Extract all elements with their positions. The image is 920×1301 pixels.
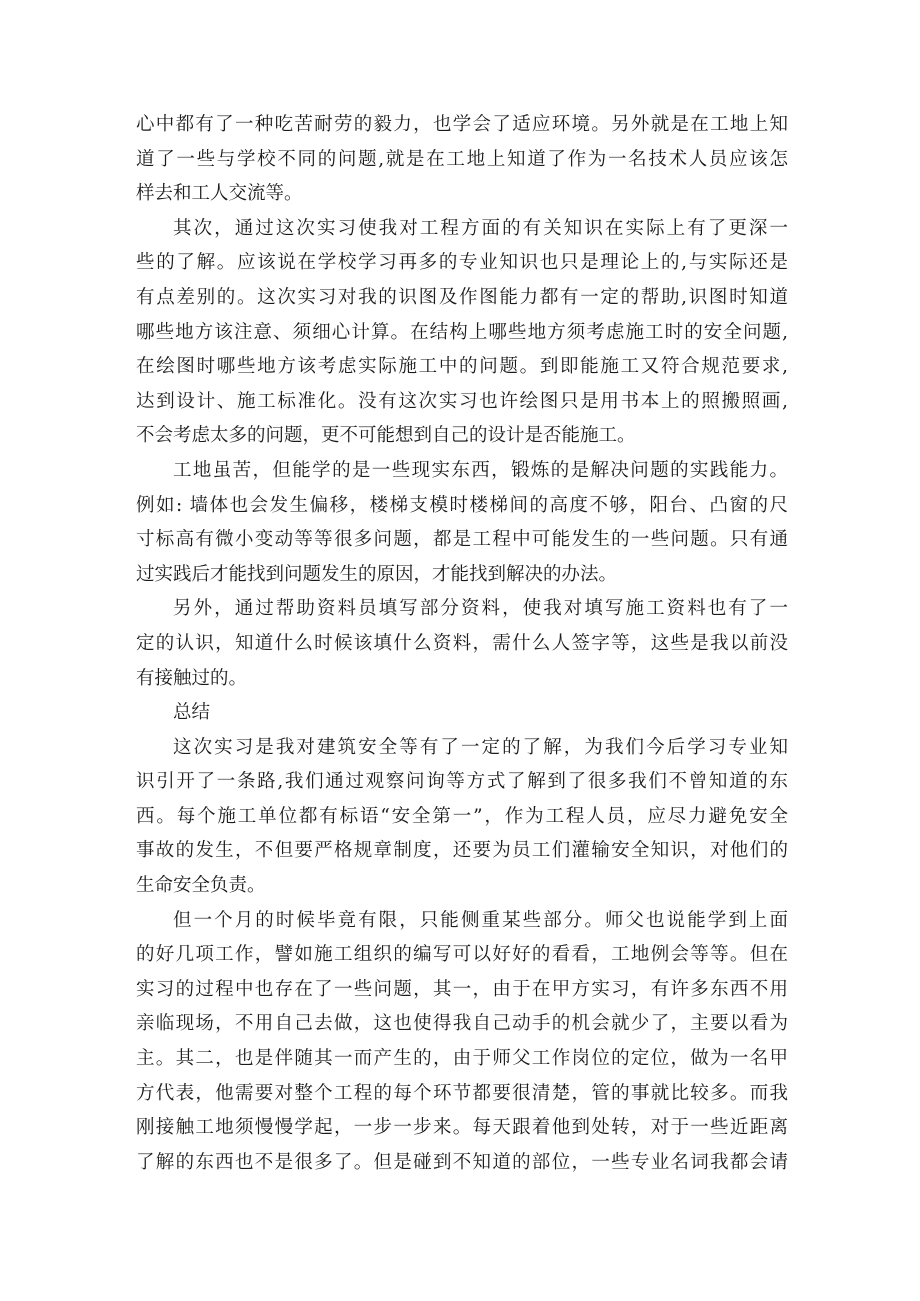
- text-line: 但一个月的时候毕竟有限，只能侧重某些部分。师父也说能学到上面: [173, 909, 788, 931]
- text-line: 寸标高有微小变动等等很多问题，都是工程中可能发生的一些问题。只有通: [136, 529, 788, 551]
- text-line: 定的认识，知道什么时候该填什么资料，需什么人签字等，这些是我以前没: [136, 632, 788, 654]
- paragraph: [136, 592, 788, 696]
- text-line: 这次实习是我对建筑安全等有了一定的了解，为我们今后学习专业知: [173, 736, 788, 758]
- text-line: 有点差别的。这次实习对我的识图及作图能力都有一定的帮助,识图时知道: [136, 286, 788, 308]
- text-line: 另外，通过帮助资料员填写部分资料，使我对填写施工资料也有了一: [173, 598, 788, 620]
- text-line: 不会考虑太多的问题，更不可能想到自己的设计是否能施工。: [136, 425, 636, 447]
- paragraph: [136, 731, 788, 904]
- text-line: 了解的东西也不是很多了。但是碰到不知道的部位，一些专业名词我都会请: [136, 1151, 788, 1173]
- text-line: 有接触过的。: [136, 667, 248, 689]
- text-line: 工地虽苦，但能学的是一些现实东西，锻炼的是解决问题的实践能力。: [173, 459, 788, 481]
- text-line: 刚接触工地须慢慢学起，一步一步来。每天跟着他到处转，对于一些近距离: [136, 1117, 788, 1139]
- text-line: 样去和工人交流等。: [136, 183, 303, 205]
- text-line: 例如: 墙体也会发生偏移，楼梯支模时楼梯间的高度不够，阳台、凸窗的尺: [136, 494, 788, 516]
- text-line: 方代表，他需要对整个工程的每个环节都要很清楚，管的事就比较多。而我: [136, 1082, 788, 1104]
- text-line: 过实践后才能找到问题发生的原因，才能找到解决的办法。: [136, 563, 618, 585]
- heading-text: 总结: [173, 702, 211, 724]
- text-line: 生命安全负责。: [136, 875, 266, 897]
- section-heading: [136, 696, 788, 731]
- text-line: 西。每个施工单位都有标语“安全第一”，作为工程人员，应尽力避免安全: [136, 805, 788, 827]
- paragraph: [136, 454, 788, 592]
- paragraph: [136, 108, 788, 212]
- text-line: 实习的过程中也存在了一些问题，其一，由于在甲方实习，有许多东西不用: [136, 978, 788, 1000]
- text-line: 主。其二，也是伴随其一而产生的，由于师父工作岗位的定位，做为一名甲: [136, 1048, 788, 1070]
- text-line: 哪些地方该注意、须细心计算。在结构上哪些地方须考虑施工时的安全问题,: [136, 321, 788, 343]
- text-line: 的好几项工作，譬如施工组织的编写可以好好的看看，工地例会等等。但在: [136, 944, 788, 966]
- text-line: 心中都有了一种吃苦耐劳的毅力，也学会了适应环境。另外就是在工地上知: [136, 114, 788, 135]
- paragraph: [136, 212, 788, 454]
- text-line: 些的了解。应该说在学校学习再多的专业知识也只是理论上的,与实际还是: [136, 252, 788, 274]
- text-line: 道了一些与学校不同的问题,就是在工地上知道了作为一名技术人员应该怎: [136, 148, 788, 170]
- text-line: 事故的发生，不但要严格规章制度，还要为员工们灌输安全知识，对他们的: [136, 840, 788, 862]
- text-line: 在绘图时哪些地方该考虑实际施工中的问题。到即能施工又符合规范要求,: [136, 356, 788, 378]
- document-body: [136, 108, 788, 1180]
- paragraph: [136, 904, 788, 1181]
- text-line: 其次，通过这次实习使我对工程方面的有关知识在实际上有了更深一: [173, 217, 788, 239]
- text-line: 识引开了一条路,我们通过观察问询等方式了解到了很多我们不曾知道的东: [136, 771, 788, 793]
- text-line: 亲临现场，不用自己去做，这也使得我自己动手的机会就少了，主要以看为: [136, 1013, 788, 1035]
- text-line: 达到设计、施工标准化。没有这次实习也许绘图只是用书本上的照搬照画,: [136, 390, 788, 412]
